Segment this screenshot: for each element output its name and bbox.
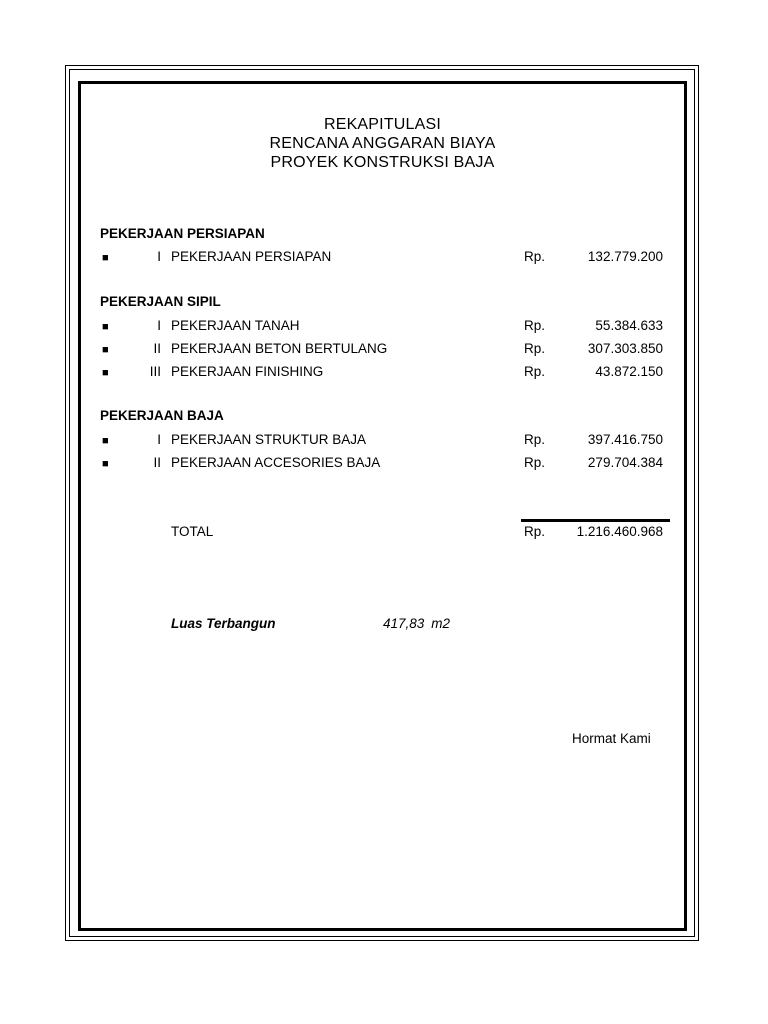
bullet-icon: ■ [102,344,109,356]
area-label: Luas Terbangun [171,616,276,631]
item-amount: 55.384.633 [595,318,663,333]
document-title-line-3: PROYEK KONSTRUKSI BAJA [270,154,495,171]
item-number: I [157,249,161,264]
currency-label: Rp. [524,318,546,333]
section-heading-baja: PEKERJAAN BAJA [100,408,224,423]
bullet-icon: ■ [102,321,109,333]
cost-row [0,318,768,338]
bullet-icon: ■ [102,435,109,447]
signature-text: Hormat Kami [572,731,651,746]
document-title-line-2: RENCANA ANGGARAN BIAYA [269,135,496,152]
currency-label: Rp. [524,249,546,264]
total-label: TOTAL [171,524,214,539]
currency-label: Rp. [524,432,546,447]
item-label: PEKERJAAN BETON BERTULANG [171,341,388,356]
item-number: II [153,341,161,356]
currency-label: Rp. [524,341,546,356]
item-number: I [157,432,161,447]
item-amount: 279.704.384 [587,455,663,470]
area-number: 417,83 [383,616,425,631]
area-value [383,616,450,631]
item-label: PEKERJAAN FINISHING [171,364,324,379]
item-label: PEKERJAAN TANAH [171,318,300,333]
page-border-inner [78,81,687,931]
currency-label: Rp. [524,364,546,379]
bullet-icon: ■ [102,458,109,470]
item-number: III [149,364,161,379]
total-rule [521,519,670,522]
item-number: I [157,318,161,333]
item-label: PEKERJAAN PERSIAPAN [171,249,332,264]
total-row [0,524,768,544]
item-amount: 397.416.750 [587,432,663,447]
total-amount: 1.216.460.968 [576,524,663,539]
item-label: PEKERJAAN ACCESORIES BAJA [171,455,381,470]
cost-row [0,249,768,269]
cost-row [0,341,768,361]
document-title-line-1: REKAPITULASI [323,116,442,133]
bullet-icon: ■ [102,367,109,379]
bullet-icon: ■ [102,252,109,264]
cost-row [0,364,768,384]
item-label: PEKERJAAN STRUKTUR BAJA [171,432,367,447]
currency-label: Rp. [524,524,546,539]
item-number: II [153,455,161,470]
section-heading-sipil: PEKERJAAN SIPIL [100,294,221,309]
item-amount: 43.872.150 [595,364,663,379]
cost-row [0,455,768,475]
currency-label: Rp. [524,455,546,470]
area-unit: m2 [431,616,451,631]
cost-row [0,432,768,452]
section-heading-persiapan: PEKERJAAN PERSIAPAN [100,226,265,241]
item-amount: 132.779.200 [587,249,663,264]
item-amount: 307.303.850 [587,341,663,356]
